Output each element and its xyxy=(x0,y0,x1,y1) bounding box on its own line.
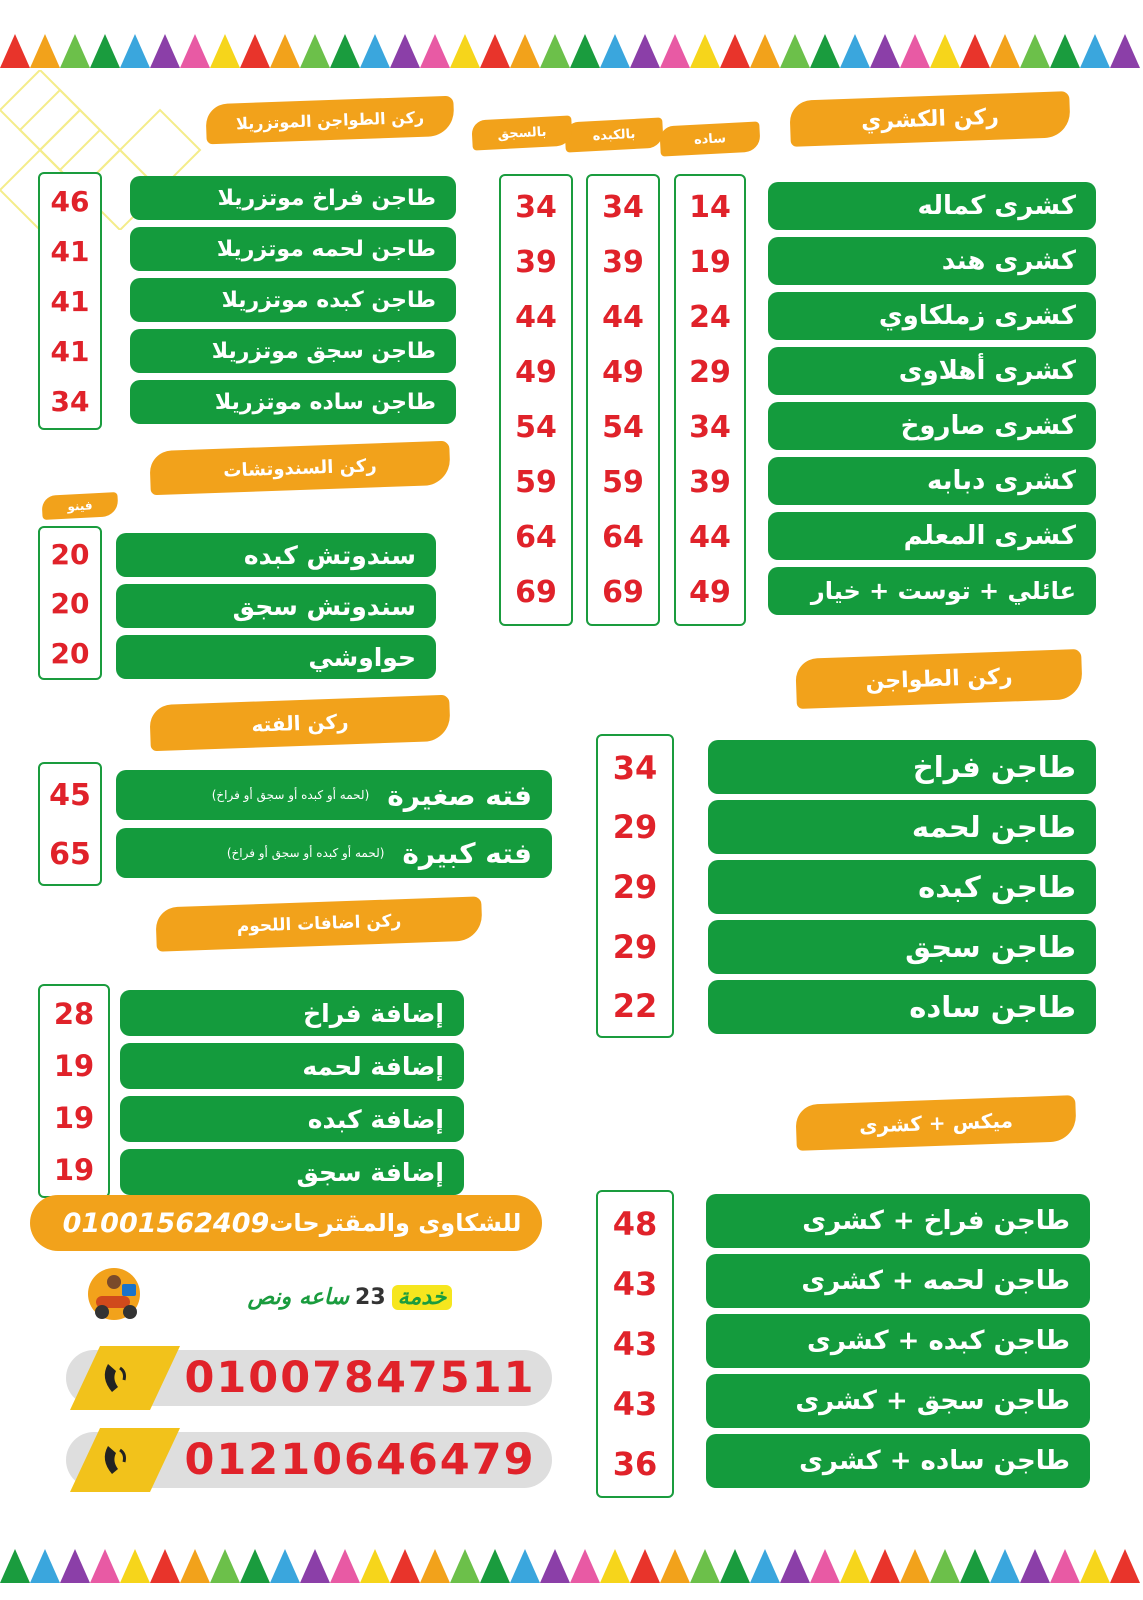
price: 64 xyxy=(515,520,557,555)
koshary-sausage-prices xyxy=(499,174,573,626)
price: 49 xyxy=(602,355,644,390)
price: 39 xyxy=(515,245,557,280)
bunting-triangle xyxy=(630,34,660,68)
tawajen-prices xyxy=(596,734,674,1038)
bunting-triangle xyxy=(240,1549,270,1583)
bunting-triangle xyxy=(150,34,180,68)
price: 44 xyxy=(515,300,557,335)
koshary-plain-prices xyxy=(674,174,746,626)
bunting-triangle xyxy=(390,34,420,68)
price: 19 xyxy=(53,1049,95,1083)
bunting-triangle xyxy=(210,34,240,68)
bunting-triangle xyxy=(600,34,630,68)
menu-item xyxy=(116,770,552,820)
bunting-triangle xyxy=(810,34,840,68)
menu-item: كشرى هند xyxy=(768,237,1096,285)
sandwich-items xyxy=(116,533,436,679)
bunting-triangle xyxy=(210,1549,240,1583)
menu-item xyxy=(116,828,552,878)
bunting-triangle xyxy=(360,1549,390,1583)
bunting-triangle xyxy=(270,34,300,68)
bunting-triangle xyxy=(1020,34,1050,68)
price: 41 xyxy=(50,234,90,268)
menu-item: كشرى المعلم xyxy=(768,512,1096,560)
bunting-triangle xyxy=(240,34,270,68)
mozzarella-prices xyxy=(38,172,102,430)
addons-items xyxy=(120,990,464,1195)
price: 69 xyxy=(515,575,557,610)
bunting-triangle xyxy=(30,34,60,68)
price: 34 xyxy=(612,748,658,787)
bunting-triangle xyxy=(360,34,390,68)
bunting-triangle xyxy=(1080,1549,1110,1583)
price: 54 xyxy=(602,410,644,445)
menu-item-label: فته صغيرة xyxy=(387,778,532,812)
menu-item: طاجن لحمه + كشرى xyxy=(706,1254,1090,1308)
service-rest: ساعه ونص xyxy=(247,1284,350,1310)
menu-item: طاجن كبده موتزريلا xyxy=(130,278,456,322)
price: 39 xyxy=(602,245,644,280)
bunting-triangle xyxy=(180,1549,210,1583)
bunting-triangle xyxy=(0,1549,30,1583)
bunting-triangle xyxy=(540,1549,570,1583)
menu-item-label: فته كبيرة xyxy=(402,836,532,870)
koshary-plain-header: ساده xyxy=(659,121,760,156)
bunting-triangle xyxy=(930,1549,960,1583)
service-hours xyxy=(180,1272,520,1322)
bunting-triangle xyxy=(660,1549,690,1583)
bunting-triangle xyxy=(150,1549,180,1583)
complaints-banner xyxy=(30,1195,542,1251)
menu-item: طاجن سجق xyxy=(708,920,1096,974)
bunting-triangle xyxy=(780,34,810,68)
bunting-triangle xyxy=(990,1549,1020,1583)
price: 29 xyxy=(612,867,658,906)
price: 48 xyxy=(612,1205,658,1243)
bunting-triangle xyxy=(450,34,480,68)
price: 24 xyxy=(689,300,731,335)
menu-item: طاجن كبده xyxy=(708,860,1096,914)
bunting-triangle xyxy=(1050,1549,1080,1583)
price: 65 xyxy=(49,837,91,872)
price: 43 xyxy=(612,1265,658,1303)
bunting-triangle xyxy=(30,1549,60,1583)
menu-item: طاجن لحمه xyxy=(708,800,1096,854)
phone-number-1[interactable]: 01007847511 xyxy=(184,1353,536,1403)
bunting-triangle xyxy=(60,34,90,68)
price: 20 xyxy=(50,587,90,621)
price: 19 xyxy=(53,1153,95,1187)
bunting-triangle xyxy=(270,1549,300,1583)
bunting-triangle xyxy=(720,1549,750,1583)
menu-item: حواوشي xyxy=(116,635,436,679)
phone-icon xyxy=(70,1428,180,1492)
menu-item: كشرى أهلاوى xyxy=(768,347,1096,395)
price: 49 xyxy=(515,355,557,390)
koshary-items xyxy=(768,182,1096,615)
menu-item: إضافة كبده xyxy=(120,1096,464,1142)
price: 20 xyxy=(50,538,90,572)
bunting-triangle xyxy=(1050,34,1080,68)
fatta-section-title: ركن الفته xyxy=(149,695,450,751)
service-word: خدمة xyxy=(392,1285,453,1310)
bunting-triangle xyxy=(960,1549,990,1583)
bunting-triangle xyxy=(840,34,870,68)
bunting-triangle xyxy=(570,34,600,68)
price: 59 xyxy=(602,465,644,500)
price: 54 xyxy=(515,410,557,445)
mix-items xyxy=(706,1194,1090,1488)
price: 41 xyxy=(50,334,90,368)
menu-item: طاجن فراخ xyxy=(708,740,1096,794)
bunting-triangle xyxy=(630,1549,660,1583)
bunting-triangle xyxy=(0,34,30,68)
mozzarella-section-title: ركن الطواجن الموتزريلا xyxy=(205,96,454,145)
price: 44 xyxy=(602,300,644,335)
price: 28 xyxy=(53,997,95,1031)
price: 20 xyxy=(50,636,90,670)
price: 46 xyxy=(50,184,90,218)
mix-section-title: ميكس + كشرى xyxy=(795,1095,1076,1151)
mix-prices xyxy=(596,1190,674,1498)
bunting-triangle xyxy=(900,1549,930,1583)
price: 19 xyxy=(53,1101,95,1135)
bunting-triangle xyxy=(660,34,690,68)
complaints-number[interactable]: 01001562409 xyxy=(62,1207,270,1239)
menu-item: طاجن سجق موتزريلا xyxy=(130,329,456,373)
fatta-prices xyxy=(38,762,102,886)
koshary-liver-prices xyxy=(586,174,660,626)
bunting-triangle xyxy=(780,1549,810,1583)
menu-item: طاجن ساده + كشرى xyxy=(706,1434,1090,1488)
bunting-triangle xyxy=(990,34,1020,68)
bunting-triangle xyxy=(90,1549,120,1583)
menu-item-note: (لحمه أو كبده أو سجق أو فراخ) xyxy=(211,788,370,802)
price: 29 xyxy=(612,808,658,847)
menu-item: إضافة لحمه xyxy=(120,1043,464,1089)
menu-item-note: (لحمه أو كبده أو سجق أو فراخ) xyxy=(226,846,385,860)
menu-item: طاجن فراخ موتزريلا xyxy=(130,176,456,220)
menu-item: طاجن سجق + كشرى xyxy=(706,1374,1090,1428)
bunting-triangle xyxy=(480,34,510,68)
menu-item: طاجن فراخ + كشرى xyxy=(706,1194,1090,1248)
bunting-triangle xyxy=(540,34,570,68)
price: 36 xyxy=(612,1445,658,1483)
service-hours-number: 23 xyxy=(355,1284,386,1310)
bunting-triangle xyxy=(720,34,750,68)
price: 29 xyxy=(689,355,731,390)
koshary-liver-header: بالكبده xyxy=(564,117,663,152)
menu-item: طاجن ساده xyxy=(708,980,1096,1034)
bunting-triangle xyxy=(330,34,360,68)
price: 43 xyxy=(612,1385,658,1423)
price: 34 xyxy=(602,190,644,225)
koshary-section-title: ركن الكشري xyxy=(789,91,1070,147)
price: 64 xyxy=(602,520,644,555)
menu-item: كشرى دبابه xyxy=(768,457,1096,505)
price: 34 xyxy=(515,190,557,225)
bunting-triangle xyxy=(900,34,930,68)
bunting-triangle xyxy=(90,34,120,68)
menu-item: إضافة سجق xyxy=(120,1149,464,1195)
bunting-triangle xyxy=(1110,34,1140,68)
bunting-triangle xyxy=(930,34,960,68)
bunting-triangle xyxy=(750,1549,780,1583)
bunting-triangle xyxy=(120,34,150,68)
bunting-triangle xyxy=(180,34,210,68)
bunting-triangle xyxy=(1080,34,1110,68)
complaints-label: للشكاوى والمقترحات xyxy=(269,1209,522,1237)
price: 49 xyxy=(689,575,731,610)
menu-item: سندوتش كبده xyxy=(116,533,436,577)
menu-item: كشرى زملكاوي xyxy=(768,292,1096,340)
bunting-triangle xyxy=(450,1549,480,1583)
menu-item: كشرى كماله xyxy=(768,182,1096,230)
bunting-triangle xyxy=(480,1549,510,1583)
delivery-scooter-icon xyxy=(86,1266,152,1326)
bunting-triangle xyxy=(750,34,780,68)
top-bunting xyxy=(0,30,1143,70)
bunting-triangle xyxy=(870,1549,900,1583)
bunting-triangle xyxy=(60,1549,90,1583)
price: 59 xyxy=(515,465,557,500)
bunting-triangle xyxy=(1020,1549,1050,1583)
sandwich-fino-header: فينو xyxy=(41,492,118,520)
bunting-triangle xyxy=(960,34,990,68)
bunting-triangle xyxy=(510,34,540,68)
bunting-triangle xyxy=(870,34,900,68)
bunting-triangle xyxy=(600,1549,630,1583)
menu-item: طاجن كبده + كشرى xyxy=(706,1314,1090,1368)
bunting-triangle xyxy=(840,1549,870,1583)
koshary-sausage-header: بالسجق xyxy=(471,115,572,150)
price: 69 xyxy=(602,575,644,610)
price: 39 xyxy=(689,465,731,500)
price: 29 xyxy=(612,927,658,966)
menu-item: طاجن لحمه موتزريلا xyxy=(130,227,456,271)
menu-item: عائلي + توست + خيار xyxy=(768,567,1096,615)
bunting-triangle xyxy=(300,1549,330,1583)
bunting-triangle xyxy=(810,1549,840,1583)
bunting-triangle xyxy=(570,1549,600,1583)
tawajen-section-title: ركن الطواجن xyxy=(795,649,1083,709)
price: 22 xyxy=(612,987,658,1026)
menu-item: سندوتش سجق xyxy=(116,584,436,628)
phone-number-2[interactable]: 01210646479 xyxy=(184,1435,536,1485)
sandwich-prices xyxy=(38,526,102,680)
phone-icon xyxy=(70,1346,180,1410)
mozzarella-items xyxy=(130,176,456,424)
tawajen-items xyxy=(708,740,1096,1034)
bunting-triangle xyxy=(330,1549,360,1583)
price: 19 xyxy=(689,245,731,280)
sandwich-section-title: ركن السندوتشات xyxy=(149,441,450,495)
price: 45 xyxy=(49,778,91,813)
bunting-triangle xyxy=(300,34,330,68)
bunting-triangle xyxy=(690,1549,720,1583)
fatta-items xyxy=(116,770,552,878)
bottom-bunting xyxy=(0,1545,1143,1585)
bunting-triangle xyxy=(420,34,450,68)
menu-item: كشرى صاروخ xyxy=(768,402,1096,450)
addons-prices xyxy=(38,984,110,1198)
price: 34 xyxy=(689,410,731,445)
bunting-triangle xyxy=(390,1549,420,1583)
price: 14 xyxy=(689,190,731,225)
price: 43 xyxy=(612,1325,658,1363)
addons-section-title: ركن اضافات اللحوم xyxy=(155,896,482,951)
menu-item: طاجن ساده موتزريلا xyxy=(130,380,456,424)
bunting-triangle xyxy=(510,1549,540,1583)
bunting-triangle xyxy=(120,1549,150,1583)
price: 41 xyxy=(50,284,90,318)
price: 34 xyxy=(50,384,90,418)
bunting-triangle xyxy=(1110,1549,1140,1583)
price: 44 xyxy=(689,520,731,555)
menu-item: إضافة فراخ xyxy=(120,990,464,1036)
bunting-triangle xyxy=(690,34,720,68)
bunting-triangle xyxy=(420,1549,450,1583)
